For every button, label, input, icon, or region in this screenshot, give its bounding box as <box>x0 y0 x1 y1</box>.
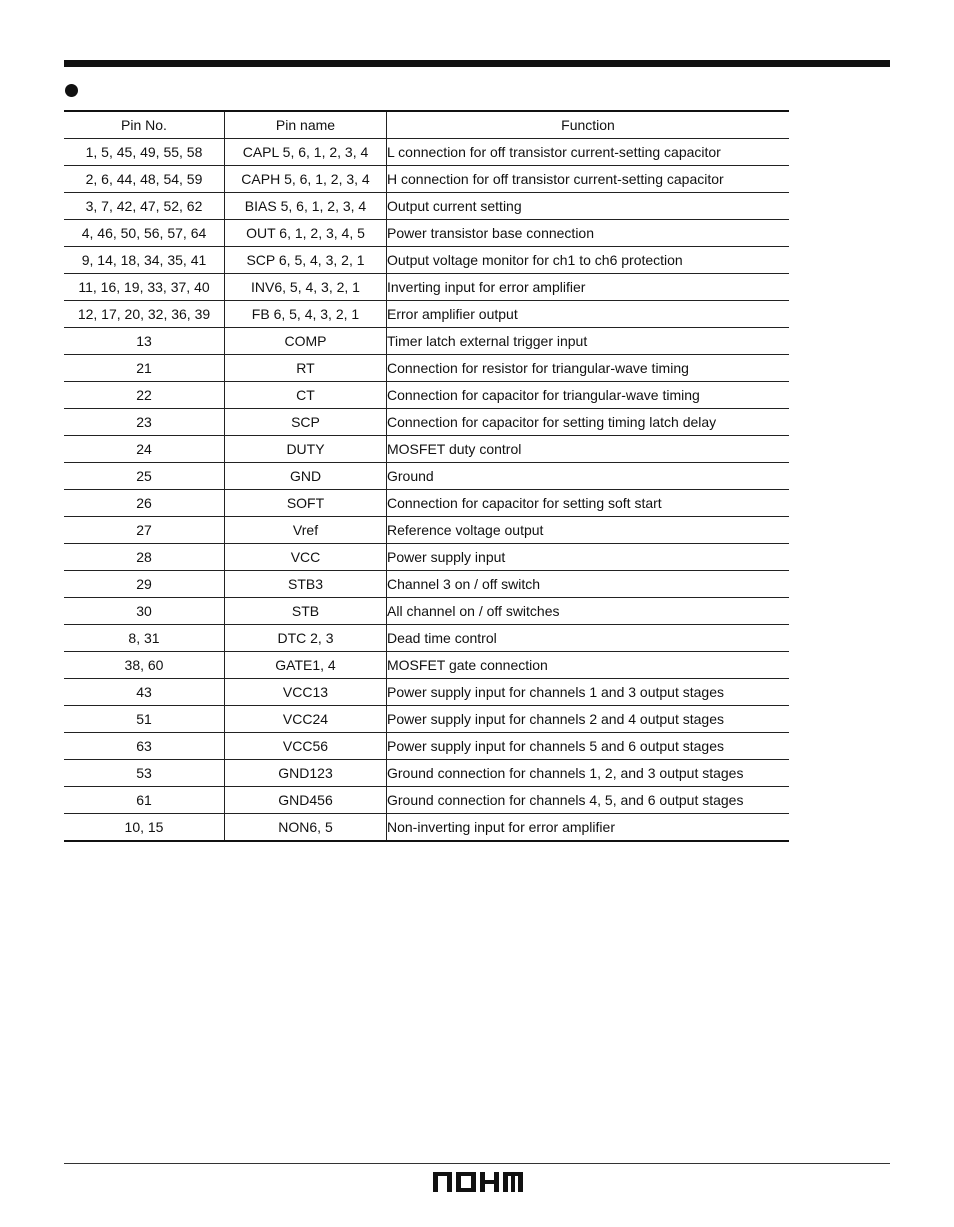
function-cell: Dead time control <box>387 625 790 652</box>
table-row <box>64 328 789 355</box>
function-cell: Timer latch external trigger input <box>387 328 790 355</box>
table-row <box>64 544 789 571</box>
pin-name-cell: COMP <box>225 328 387 355</box>
function-cell: Ground connection for channels 4, 5, and 6 output stages <box>387 787 790 814</box>
pin-no-cell: 29 <box>64 571 225 598</box>
function-cell: Power supply input for channels 1 and 3 output stages <box>387 679 790 706</box>
table-row <box>64 706 789 733</box>
pin-no-cell: 1, 5, 45, 49, 55, 58 <box>64 139 225 166</box>
pin-name-cell: SOFT <box>225 490 387 517</box>
header-pin-no: Pin No. <box>64 111 225 139</box>
pin-no-cell: 30 <box>64 598 225 625</box>
pin-no-cell: 26 <box>64 490 225 517</box>
function-cell: Inverting input for error amplifier <box>387 274 790 301</box>
function-cell: Output current setting <box>387 193 790 220</box>
pin-no-cell: 38, 60 <box>64 652 225 679</box>
table-row <box>64 679 789 706</box>
pin-no-cell: 43 <box>64 679 225 706</box>
function-cell: Power supply input for channels 5 and 6 output stages <box>387 733 790 760</box>
function-cell: Error amplifier output <box>387 301 790 328</box>
table-row <box>64 598 789 625</box>
pin-name-cell: CT <box>225 382 387 409</box>
table-row <box>64 814 789 842</box>
pin-name-cell: NON6, 5 <box>225 814 387 842</box>
function-cell: Connection for capacitor for triangular-wave timing <box>387 382 790 409</box>
pin-name-cell: STB <box>225 598 387 625</box>
pin-no-cell: 27 <box>64 517 225 544</box>
function-cell: Ground <box>387 463 790 490</box>
function-cell: Connection for resistor for triangular-wave timing <box>387 355 790 382</box>
pin-name-cell: OUT 6, 1, 2, 3, 4, 5 <box>225 220 387 247</box>
pin-name-cell: GND456 <box>225 787 387 814</box>
pin-name-cell: SCP <box>225 409 387 436</box>
function-cell: Connection for capacitor for setting timing latch delay <box>387 409 790 436</box>
pin-no-cell: 13 <box>64 328 225 355</box>
table-row <box>64 220 789 247</box>
function-cell: MOSFET gate connection <box>387 652 790 679</box>
table-row <box>64 787 789 814</box>
pin-no-cell: 2, 6, 44, 48, 54, 59 <box>64 166 225 193</box>
pin-no-cell: 53 <box>64 760 225 787</box>
footer-rule <box>64 1163 890 1164</box>
function-cell: Connection for capacitor for setting soft start <box>387 490 790 517</box>
pin-no-cell: 25 <box>64 463 225 490</box>
function-cell: Channel 3 on / off switch <box>387 571 790 598</box>
pin-name-cell: VCC56 <box>225 733 387 760</box>
header-function: Function <box>387 111 790 139</box>
function-cell: All channel on / off switches <box>387 598 790 625</box>
table-row <box>64 436 789 463</box>
table-row <box>64 571 789 598</box>
table-row <box>64 463 789 490</box>
function-cell: Non-inverting input for error amplifier <box>387 814 790 842</box>
function-cell: Ground connection for channels 1, 2, and 3 output stages <box>387 760 790 787</box>
pin-name-cell: FB 6, 5, 4, 3, 2, 1 <box>225 301 387 328</box>
header-pin-name: Pin name <box>225 111 387 139</box>
pin-name-cell: STB3 <box>225 571 387 598</box>
pin-description-table <box>64 110 789 842</box>
rohm-logo <box>433 1172 523 1192</box>
pin-no-cell: 61 <box>64 787 225 814</box>
table-row <box>64 301 789 328</box>
function-cell: H connection for off transistor current-setting capacitor <box>387 166 790 193</box>
function-cell: Reference voltage output <box>387 517 790 544</box>
table-row <box>64 652 789 679</box>
pin-name-cell: DUTY <box>225 436 387 463</box>
function-cell: Output voltage monitor for ch1 to ch6 protection <box>387 247 790 274</box>
function-cell: Power transistor base connection <box>387 220 790 247</box>
table-header-row <box>64 111 789 139</box>
pin-name-cell: DTC 2, 3 <box>225 625 387 652</box>
table-row <box>64 139 789 166</box>
pin-name-cell: VCC <box>225 544 387 571</box>
pin-no-cell: 10, 15 <box>64 814 225 842</box>
pin-name-cell: CAPH 5, 6, 1, 2, 3, 4 <box>225 166 387 193</box>
table-row <box>64 382 789 409</box>
pin-name-cell: INV6, 5, 4, 3, 2, 1 <box>225 274 387 301</box>
table-row <box>64 166 789 193</box>
section-bullet-icon <box>65 84 78 97</box>
table-row <box>64 625 789 652</box>
pin-no-cell: 63 <box>64 733 225 760</box>
function-cell: Power supply input for channels 2 and 4 output stages <box>387 706 790 733</box>
table-row <box>64 274 789 301</box>
table-row <box>64 355 789 382</box>
pin-name-cell: VCC24 <box>225 706 387 733</box>
function-cell: L connection for off transistor current-setting capacitor <box>387 139 790 166</box>
pin-no-cell: 22 <box>64 382 225 409</box>
pin-no-cell: 4, 46, 50, 56, 57, 64 <box>64 220 225 247</box>
table-row <box>64 490 789 517</box>
pin-name-cell: VCC13 <box>225 679 387 706</box>
pin-name-cell: Vref <box>225 517 387 544</box>
pin-no-cell: 24 <box>64 436 225 463</box>
pin-no-cell: 51 <box>64 706 225 733</box>
pin-name-cell: SCP 6, 5, 4, 3, 2, 1 <box>225 247 387 274</box>
pin-no-cell: 11, 16, 19, 33, 37, 40 <box>64 274 225 301</box>
pin-no-cell: 21 <box>64 355 225 382</box>
table-row <box>64 193 789 220</box>
pin-name-cell: GND <box>225 463 387 490</box>
pin-name-cell: CAPL 5, 6, 1, 2, 3, 4 <box>225 139 387 166</box>
table-row <box>64 733 789 760</box>
pin-no-cell: 28 <box>64 544 225 571</box>
pin-no-cell: 3, 7, 42, 47, 52, 62 <box>64 193 225 220</box>
pin-no-cell: 8, 31 <box>64 625 225 652</box>
pin-name-cell: RT <box>225 355 387 382</box>
table-row <box>64 247 789 274</box>
function-cell: MOSFET duty control <box>387 436 790 463</box>
pin-no-cell: 12, 17, 20, 32, 36, 39 <box>64 301 225 328</box>
pin-no-cell: 23 <box>64 409 225 436</box>
function-cell: Power supply input <box>387 544 790 571</box>
table-row <box>64 760 789 787</box>
table-row <box>64 517 789 544</box>
pin-no-cell: 9, 14, 18, 34, 35, 41 <box>64 247 225 274</box>
table-row <box>64 409 789 436</box>
pin-name-cell: GATE1, 4 <box>225 652 387 679</box>
pin-name-cell: BIAS 5, 6, 1, 2, 3, 4 <box>225 193 387 220</box>
pin-name-cell: GND123 <box>225 760 387 787</box>
top-rule <box>64 60 890 67</box>
